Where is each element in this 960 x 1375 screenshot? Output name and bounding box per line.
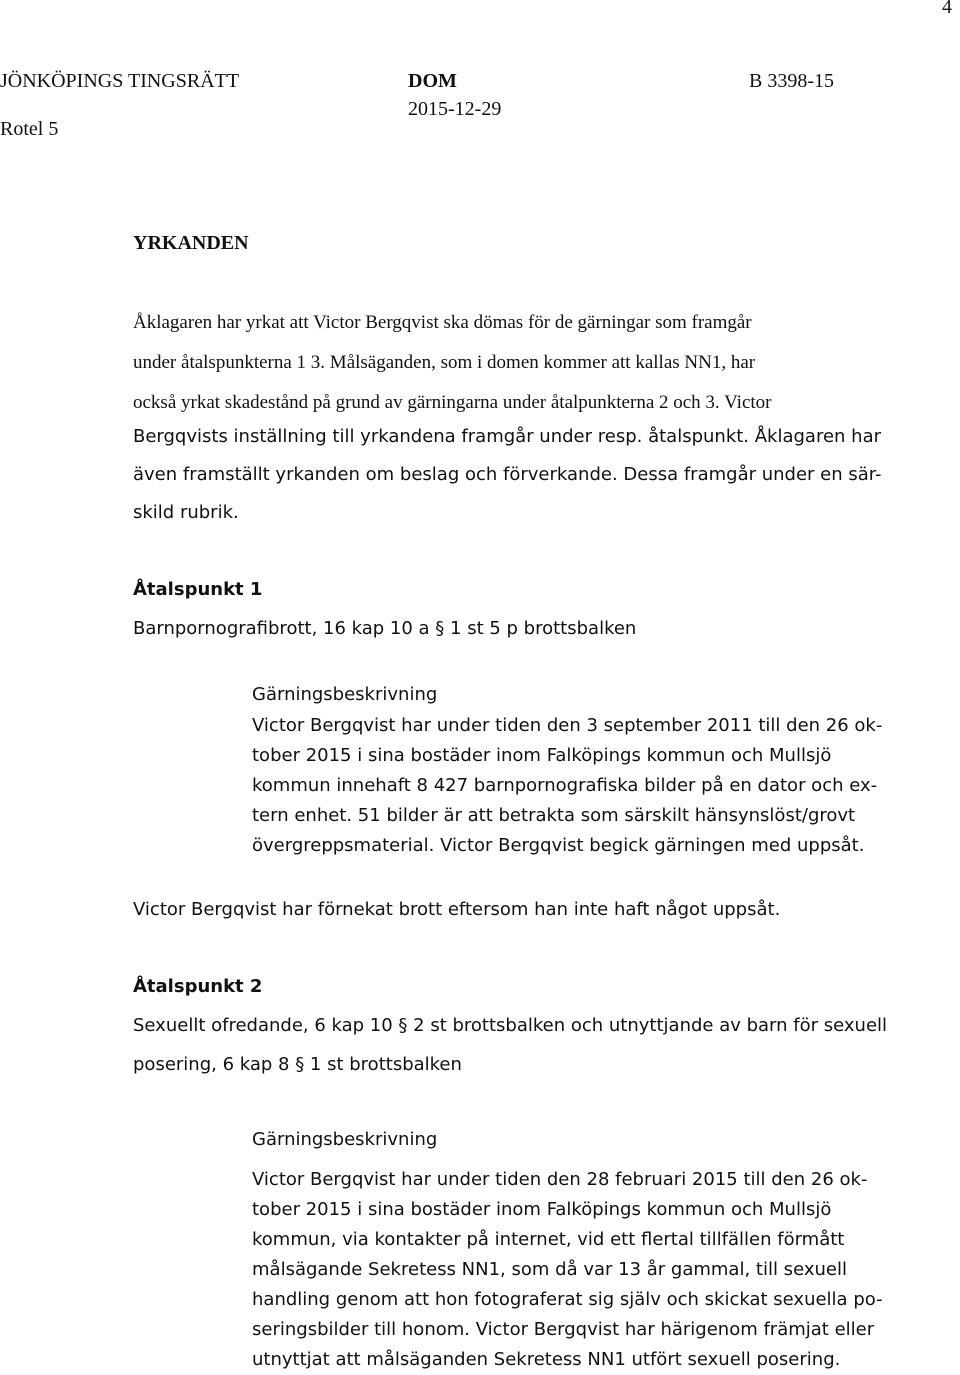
yrkanden-paragraph-cont bbox=[133, 418, 882, 532]
division: Rotel 5 bbox=[0, 118, 59, 140]
paragraph-line: också yrkat skadestånd på grund av gärningarna under åtalpunkterna 2 och 3. Victor bbox=[133, 392, 772, 413]
description-line: tober 2015 i sina bostäder inom Falköpings kommun och Mullsjö bbox=[252, 745, 832, 766]
section-heading-yrkanden: YRKANDEN bbox=[133, 232, 249, 254]
description-line: handling genom att hon fotograferat sig själv och skickat sexuella po- bbox=[252, 1289, 883, 1310]
description-line: tern enhet. 51 bilder är att betrakta som särskilt hänsynslöst/grovt bbox=[252, 805, 856, 826]
page-number: 4 bbox=[942, 0, 952, 18]
paragraph-line: Bergqvists inställning till yrkandena framgår under resp. åtalspunkt. Åklagaren har bbox=[133, 426, 882, 447]
gärningsbeskrivning-heading: Gärningsbeskrivning bbox=[252, 1129, 438, 1150]
description-line: utnyttjat att målsäganden Sekretess NN1 utfört sexuell posering. bbox=[252, 1349, 841, 1370]
charge-atalspunkt-1: Barnpornografibrott, 16 kap 10 a § 1 st 5 p brottsbalken bbox=[133, 618, 637, 639]
document-type: DOM bbox=[408, 70, 457, 92]
paragraph-line: under åtalspunkterna 1 3. Målsäganden, som i domen kommer att kallas NN1, har bbox=[133, 352, 756, 373]
description-line: seringsbilder till honom. Victor Bergqvist har härigenom främjat eller bbox=[252, 1319, 875, 1340]
charge-line: Sexuellt ofredande, 6 kap 10 § 2 st brottsbalken och utnyttjande av barn för sexuell bbox=[133, 1015, 888, 1036]
document-date: 2015-12-29 bbox=[408, 98, 502, 120]
paragraph-line: skild rubrik. bbox=[133, 502, 239, 523]
case-number: B 3398-15 bbox=[749, 70, 834, 92]
gärningsbeskrivning-text bbox=[252, 711, 882, 861]
description-line: målsägande Sekretess NN1, som då var 13 år gammal, till sexuell bbox=[252, 1259, 847, 1280]
description-line: kommun, via kontakter på internet, vid ett flertal tillfällen förmått bbox=[252, 1229, 845, 1250]
charge-line: posering, 6 kap 8 § 1 st brottsbalken bbox=[133, 1054, 462, 1075]
paragraph-line: Åklagaren har yrkat att Victor Bergqvist ska dömas för de gärningar som framgår bbox=[133, 312, 752, 333]
charge-atalspunkt-2 bbox=[133, 1006, 887, 1084]
description-line: Victor Bergqvist har under tiden den 28 februari 2015 till den 26 ok- bbox=[252, 1169, 868, 1190]
description-line: kommun innehaft 8 427 barnpornografiska bilder på en dator och ex- bbox=[252, 775, 878, 796]
yrkanden-paragraph bbox=[133, 303, 772, 423]
paragraph-line: även framställt yrkanden om beslag och förverkande. Dessa framgår under en sär- bbox=[133, 464, 882, 485]
description-line: Victor Bergqvist har under tiden den 3 september 2011 till den 26 ok- bbox=[252, 715, 883, 736]
description-line: övergreppsmaterial. Victor Bergqvist begick gärningen med uppsåt. bbox=[252, 835, 865, 856]
defendant-position-1: Victor Bergqvist har förnekat brott eftersom han inte haft något uppsåt. bbox=[133, 899, 781, 920]
gärningsbeskrivning-text bbox=[252, 1165, 883, 1375]
description-line: tober 2015 i sina bostäder inom Falköpings kommun och Mullsjö bbox=[252, 1199, 832, 1220]
gärningsbeskrivning-heading: Gärningsbeskrivning bbox=[252, 684, 438, 705]
section-heading-atalspunkt-2: Åtalspunkt 2 bbox=[133, 976, 263, 997]
court-name: JÖNKÖPINGS TINGSRÄTT bbox=[0, 70, 240, 92]
section-heading-atalspunkt-1: Åtalspunkt 1 bbox=[133, 579, 263, 600]
